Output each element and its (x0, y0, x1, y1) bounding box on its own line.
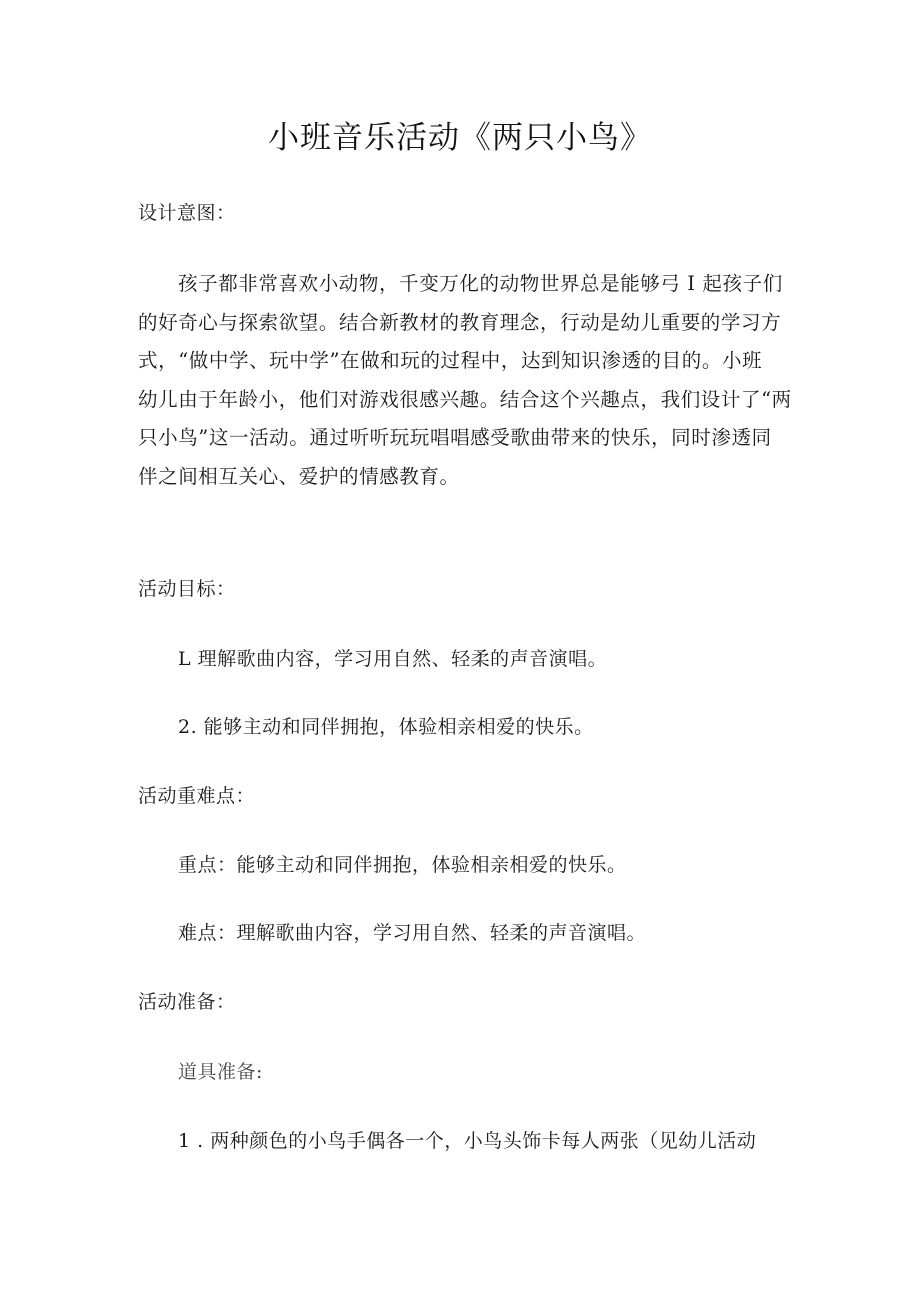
paragraph-line: 伴之间相互关心、爱护的情感教育。 (138, 464, 460, 488)
design-intent-paragraph (138, 265, 792, 497)
page-title: 小班音乐活动《两只小鸟》 (268, 120, 652, 156)
paragraph-line: 孩子都非常喜欢小动物，千变万化的动物世界总是能够弓 I 起孩子们 (178, 272, 783, 295)
paragraph-line: 的好奇心与探索欲望。结合新教材的教育理念，行动是幼儿重要的学习方 (138, 310, 782, 334)
difficulty-point: 难点：理解歌曲内容，学习用自然、轻柔的声音演唱。 (178, 922, 647, 944)
goals-heading: 活动目标： (138, 578, 236, 600)
preparation-heading: 活动准备： (138, 991, 236, 1013)
key-points-heading: 活动重难点： (138, 785, 256, 807)
goal-item: 2. 能够主动和同伴拥抱，体验相亲相爱的快乐。 (178, 716, 594, 738)
props-heading: 道具准备: (178, 1061, 263, 1083)
paragraph-line: 式，“做中学、玩中学”在做和玩的过程中，达到知识渗透的目的。小班 (138, 349, 763, 373)
paragraph-line: 幼儿由于年龄小，他们对游戏很感兴趣。结合这个兴趣点，我们设计了“两 (138, 387, 792, 411)
key-point: 重点：能够主动和同伴拥抱，体验相亲相爱的快乐。 (178, 854, 627, 876)
paragraph-line: 只小鸟”这一活动。通过听听玩玩唱唱感受歌曲带来的快乐，同时渗透同 (138, 426, 772, 450)
goal-item: L 理解歌曲内容，学习用自然、轻柔的声音演唱。 (178, 648, 608, 670)
preparation-item: 1 . 两种颜色的小鸟手偶各一个，小鸟头饰卡每人两张（见幼儿活动 (178, 1130, 757, 1152)
design-intent-heading: 设计意图： (138, 202, 236, 224)
